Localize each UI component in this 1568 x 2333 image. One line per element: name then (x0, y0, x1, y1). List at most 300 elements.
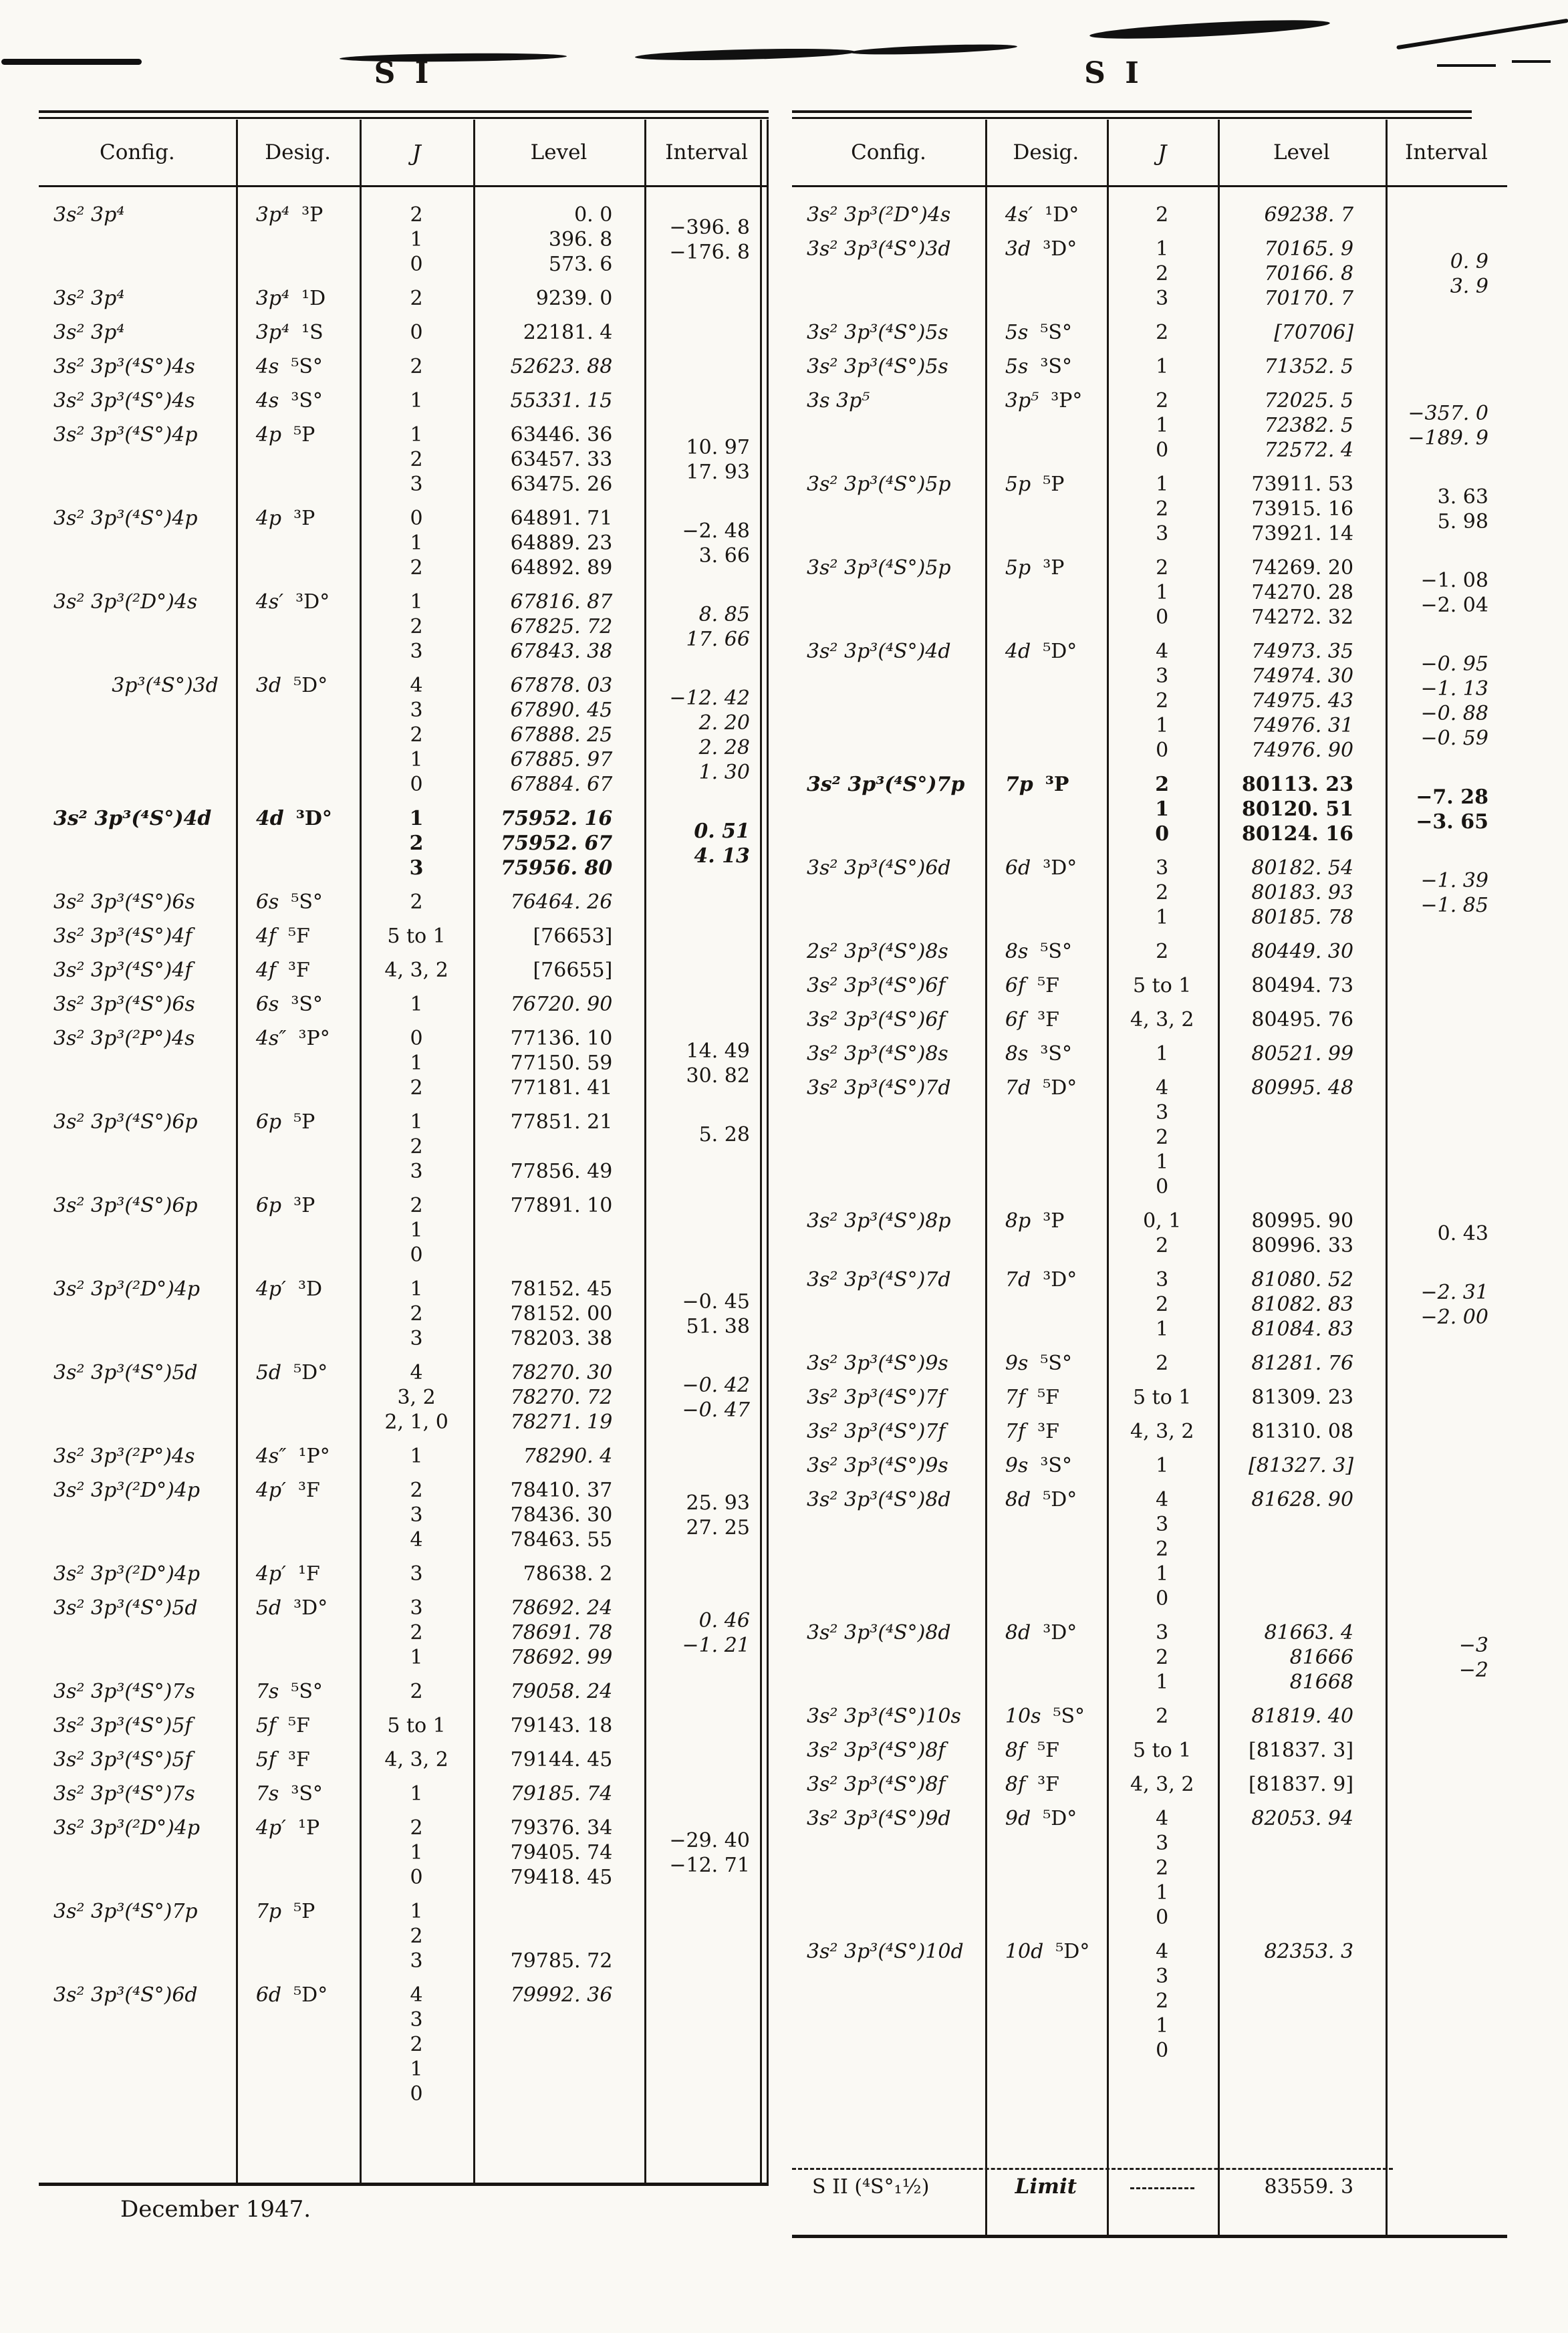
cell-line: 2, 1, 0 (384, 1410, 448, 1434)
cell-line: 3s² 3p³(⁴S°)5s (807, 355, 948, 378)
desig-line (256, 958, 360, 983)
cell-line: 4 (410, 674, 423, 697)
cell-line: 80495. 76 (1251, 1008, 1354, 1031)
desig-term: ⁵F (1037, 1739, 1059, 1762)
cell-line: 4 (1156, 1076, 1169, 1100)
level-cell (1218, 354, 1386, 379)
cell-line: 76720. 90 (510, 993, 613, 1016)
cell-line: 52623. 88 (510, 355, 613, 378)
table-row (39, 1709, 769, 1743)
top-rule (39, 117, 769, 119)
cell-line: 3s² 3p³(⁴S°)7p (53, 1900, 198, 1923)
cell-line: 67890. 45 (510, 699, 613, 722)
j-cell (360, 1782, 473, 1806)
interval-cell (644, 422, 769, 497)
config-cell (792, 320, 985, 345)
cell-line: 2. 28 (698, 736, 750, 759)
table-header (39, 120, 769, 187)
j-cell (360, 1360, 473, 1435)
desig-cell (236, 320, 360, 345)
config-cell (39, 1110, 236, 1184)
table-row (39, 987, 769, 1021)
cell-line: 1 (410, 2058, 423, 2081)
cell-line: 5 to 1 (387, 925, 446, 948)
cell-line: 0 (410, 1243, 423, 1267)
desig-line (1005, 1772, 1107, 1797)
table-row (39, 1978, 769, 2111)
cell-line: −1. 08 (1420, 569, 1488, 592)
cell-line: 67825. 72 (510, 615, 613, 638)
table-row (39, 501, 769, 585)
j-cell (360, 286, 473, 311)
cell-line: 2 (1156, 1989, 1169, 2013)
desig-cell (236, 1679, 360, 1704)
scan-artifact (1512, 60, 1551, 63)
table-row (792, 551, 1507, 634)
cell-line: 1 (1156, 1881, 1169, 1905)
desig-name: 5f (255, 1714, 277, 1737)
j-cell (360, 354, 473, 379)
level-cell (1218, 1704, 1386, 1729)
table-row (792, 1802, 1507, 1935)
level-cell (1218, 1041, 1386, 1066)
config-cell (39, 1360, 236, 1435)
desig-term: ³S° (1040, 355, 1072, 378)
j-cell (1107, 1939, 1218, 2063)
cell-line: 2 (1156, 940, 1169, 963)
cell-line (473, 1924, 613, 1949)
desig-term: ³P° (1051, 389, 1083, 412)
cell-line: 2 (410, 890, 423, 914)
cell-line: 0 (1156, 1175, 1169, 1199)
interval-cell (644, 1713, 769, 1738)
table-row (39, 1105, 769, 1189)
cell-line: 4, 3, 2 (384, 1748, 448, 1771)
desig-term: ⁵F (288, 925, 310, 948)
interval-cell (644, 673, 769, 797)
desig-term: ³S° (291, 993, 323, 1016)
table-row (39, 198, 769, 281)
j-cell (1107, 1704, 1218, 1729)
desig-line (256, 388, 360, 413)
cell-line: 79405. 74 (510, 1841, 613, 1864)
cell-line: 80113. 23 (1242, 773, 1354, 796)
desig-term: ³D° (293, 1596, 328, 1620)
cell-line: 2 (410, 723, 423, 747)
interval-cell (1386, 639, 1507, 763)
cell-line: 2 (410, 1302, 423, 1326)
j-cell (1107, 320, 1218, 345)
j-dashed-line (1130, 2187, 1194, 2189)
level-cell (1218, 1385, 1386, 1410)
level-cell (473, 590, 645, 664)
cell-line: 78638. 2 (523, 1562, 613, 1586)
cell-line: 2 (1156, 1234, 1169, 1257)
cell-line: 2 (410, 448, 423, 471)
column-header-j: J (412, 139, 421, 166)
column-header-level: Level (530, 140, 587, 164)
level-cell (1218, 472, 1386, 546)
j-cell (360, 1983, 473, 2106)
desig-term: ³F (1037, 1420, 1059, 1443)
j-cell (1107, 1385, 1218, 1410)
interval-cell (644, 958, 769, 983)
cell-line: 1 (1156, 1562, 1169, 1586)
cell-line: 67843. 38 (510, 640, 613, 663)
desig-name: 5f (255, 1748, 277, 1771)
level-cell (1218, 1738, 1386, 1763)
cell-line: 75956. 80 (501, 856, 613, 880)
desig-line (256, 992, 360, 1017)
cell-line: 78463. 55 (510, 1528, 613, 1552)
desig-term: ⁵S° (1040, 1352, 1072, 1375)
interval-cell (644, 890, 769, 914)
interval-cell (644, 286, 769, 311)
cell-line: 3s² 3p³(⁴S°)7d (807, 1268, 951, 1292)
desig-line (1005, 1351, 1107, 1376)
cell-line: 0 (1156, 1906, 1169, 1929)
cell-line: 0. 43 (1437, 1222, 1488, 1245)
cell-line: 4 (410, 1528, 423, 1552)
level-cell (473, 924, 645, 949)
config-cell (792, 1385, 985, 1410)
cell-line: 64892. 89 (510, 556, 613, 580)
cell-line: −1. 85 (1420, 894, 1488, 917)
cell-line: 2 (410, 355, 423, 378)
cell-line: −12. 71 (669, 1854, 750, 1877)
desig-line (256, 1562, 360, 1586)
cell-line: 573. 6 (548, 253, 613, 276)
config-cell (39, 1596, 236, 1670)
config-cell (39, 992, 236, 1017)
cell-line: 5. 98 (1437, 510, 1488, 533)
desig-term: ³D° (1043, 856, 1077, 880)
interval-cell (1386, 320, 1507, 345)
cell-line: 0. 9 (1450, 250, 1488, 273)
config-cell (792, 556, 985, 630)
level-cell (1218, 1351, 1386, 1376)
desig-cell (236, 1596, 360, 1670)
desig-line (1005, 1620, 1107, 1645)
desig-line (256, 924, 360, 949)
cell-line: [70706] (1274, 321, 1354, 344)
config-cell (39, 320, 236, 345)
cell-line: −2. 00 (1420, 1306, 1488, 1329)
desig-line (256, 1110, 360, 1134)
cell-line: 78270. 30 (510, 1361, 613, 1384)
j-cell (360, 1596, 473, 1670)
desig-term: ¹P° (298, 1445, 330, 1468)
cell-line (473, 1134, 613, 1159)
cell-line: 3s² 3p³(⁴S°)6p (53, 1110, 198, 1134)
cell-line: 25. 93 (686, 1491, 750, 1515)
desig-term: ⁵D° (293, 674, 328, 697)
desig-name: 6d (255, 1983, 282, 2007)
cell-line: 63457. 33 (510, 448, 613, 471)
table-row (39, 1811, 769, 1894)
cell-line: 80995. 90 (1251, 1209, 1354, 1233)
cell-line: 3s² 3p³(²D°)4p (53, 1277, 201, 1301)
table-row (39, 1675, 769, 1709)
cell-line: [81837. 3] (1249, 1739, 1354, 1762)
cell-line: 3 (410, 1562, 423, 1586)
desig-cell (985, 1351, 1107, 1376)
interval-cell (644, 506, 769, 580)
cell-line: 0 (410, 321, 423, 344)
cell-line: 81668 (1289, 1671, 1354, 1694)
j-cell (1107, 1453, 1218, 1478)
level-cell (1218, 1076, 1386, 1199)
desig-name: 6f (1005, 1008, 1026, 1031)
cell-line: 0. 51 (694, 820, 750, 843)
j-cell (1107, 1620, 1218, 1695)
interval-cell (644, 1562, 769, 1586)
cell-line: 2 (1156, 497, 1169, 521)
desig-term: ¹D (301, 287, 326, 310)
j-cell (360, 1679, 473, 1704)
desig-term: ⁵P (293, 423, 315, 447)
level-cell (473, 1277, 645, 1351)
desig-name: 8p (1005, 1209, 1031, 1233)
cell-line: 1 (410, 590, 423, 614)
j-cell (360, 806, 473, 880)
j-cell (1107, 1419, 1218, 1444)
config-cell (792, 772, 985, 846)
cell-line: 1 (410, 1841, 423, 1864)
cell-line: 80185. 78 (1251, 906, 1354, 929)
level-cell (473, 1679, 645, 1704)
desig-cell (236, 958, 360, 983)
table-row (39, 1272, 769, 1356)
cell-line: 5 to 1 (387, 1714, 446, 1737)
desig-name: Limit (1015, 2175, 1077, 2199)
cell-line: 3s² 3p³(⁴S°)4d (807, 640, 951, 663)
table-row (792, 1346, 1507, 1380)
j-cell (360, 320, 473, 345)
column-header-desig: Desig. (265, 140, 331, 164)
desig-term: ⁵D° (1043, 1807, 1077, 1830)
cell-line: 3s² 3p³(⁴S°)10d (807, 1940, 964, 1963)
config-cell (39, 422, 236, 497)
cell-line: 74976. 31 (1251, 714, 1354, 737)
cell-line: 2 (1156, 1293, 1169, 1316)
desig-term: ³P (293, 1194, 315, 1217)
config-cell (39, 924, 236, 949)
cell-line: S II (⁴S°₁½) (812, 2175, 930, 2199)
cell-line: 2 (410, 1479, 423, 1502)
cell-line: 3s² 3p³(⁴S°)5f (53, 1714, 192, 1737)
cell-line: 1 (1156, 1042, 1169, 1066)
config-cell (39, 354, 236, 379)
cell-line: 81080. 52 (1251, 1268, 1354, 1292)
cell-line: 3s² 3p³(⁴S°)6f (807, 1008, 946, 1031)
table-row (792, 969, 1507, 1003)
cell-line: 79058. 24 (510, 1680, 613, 1703)
desig-name: 4s″ (255, 1027, 287, 1050)
level-cell (473, 506, 645, 580)
cell-line: 2 (410, 556, 423, 580)
cell-line: 3s² 3p³(⁴S°)6s (53, 993, 195, 1016)
desig-term: ⁵S° (1040, 940, 1072, 963)
table-row (39, 1356, 769, 1439)
desig-cell (236, 388, 360, 413)
cell-line: 1 (1156, 355, 1169, 378)
j-cell (1107, 1772, 1218, 1797)
cell-line: 3 (1156, 1621, 1169, 1644)
cell-line: −2. 04 (1420, 594, 1488, 617)
cell-line: 69238. 7 (1264, 203, 1354, 227)
interval-cell (644, 1444, 769, 1469)
j-cell (1107, 1738, 1218, 1763)
cell-line: 1 (410, 1219, 423, 1242)
cell-line: 71352. 5 (1264, 355, 1354, 378)
interval-cell (644, 1360, 769, 1435)
table-row (792, 384, 1507, 467)
config-cell (792, 1419, 985, 1444)
desig-cell (985, 1620, 1107, 1695)
table-row (792, 851, 1507, 935)
cell-line: 80494. 73 (1251, 974, 1354, 997)
interval-cell (1386, 354, 1507, 379)
cell-line: 396. 8 (548, 228, 613, 251)
cell-line: 3s² 3p³(⁴S°)6d (807, 856, 951, 880)
cell-line: 82353. 3 (1264, 1940, 1354, 1963)
cell-line: 3 (1156, 522, 1169, 545)
cell-line: 70165. 9 (1264, 237, 1354, 261)
interval-cell (1386, 203, 1507, 227)
config-cell (792, 1806, 985, 1930)
config-cell (792, 1041, 985, 1066)
cell-line: −1. 39 (1420, 869, 1488, 892)
j-cell (360, 506, 473, 580)
cell-line: 3 (410, 699, 423, 722)
cell-line: 3s² 3p³(²D°)4p (53, 1816, 201, 1840)
interval-cell (1386, 1620, 1507, 1695)
desig-cell (236, 590, 360, 664)
j-cell (1107, 1007, 1218, 1032)
interval-cell (1386, 388, 1507, 463)
desig-term: ¹D° (1045, 203, 1079, 227)
cell-line: 1 (410, 423, 423, 447)
column-header-config: Config. (100, 140, 175, 164)
interval-cell (644, 806, 769, 880)
cell-line: 2 (1156, 1352, 1169, 1375)
cell-line: 2s² 3p³(⁴S°)8s (807, 940, 948, 963)
desig-term: ³D° (1043, 237, 1077, 261)
interval-cell (1386, 1419, 1507, 1444)
desig-name: 4s (255, 389, 279, 412)
j-cell (1107, 856, 1218, 930)
table-row (39, 953, 769, 987)
desig-term: ³P (301, 203, 323, 227)
level-cell (1218, 556, 1386, 630)
cell-line: 4 (1156, 1807, 1169, 1830)
top-rule (39, 110, 769, 113)
level-cell (473, 1360, 645, 1435)
table-row (792, 1733, 1507, 1767)
cell-line: 3s² 3p³(⁴S°)9d (807, 1807, 951, 1830)
interval-cell (644, 1983, 769, 2106)
cell-line: 78692. 99 (510, 1646, 613, 1669)
config-cell (792, 1351, 985, 1376)
cell-line: 1 (1156, 1671, 1169, 1694)
desig-name: 4p (255, 423, 282, 447)
level-cell (1218, 939, 1386, 964)
cell-line: 2 (1156, 1646, 1169, 1669)
table-row (39, 1473, 769, 1557)
j-cell (1107, 1041, 1218, 1066)
j-cell (360, 1444, 473, 1469)
desig-cell (985, 1209, 1107, 1258)
cell-line: [76653] (533, 925, 613, 948)
desig-name: 3p⁵ (1005, 389, 1039, 412)
cell-line: 1 (1156, 714, 1169, 737)
cell-line: 3p³(⁴S°)3d (112, 674, 219, 697)
desig-line (256, 1816, 360, 1840)
cell-line: 64891. 71 (510, 507, 613, 530)
cell-line: −0. 42 (682, 1374, 750, 1397)
column-header-interval: Interval (1405, 140, 1488, 164)
desig-term: ⁵F (288, 1714, 310, 1737)
level-cell (473, 992, 645, 1017)
table-row (39, 1743, 769, 1777)
page-title: S I (1084, 56, 1144, 90)
desig-name: 6s (255, 993, 279, 1016)
table-row (39, 316, 769, 350)
cell-line: 2 (1156, 881, 1169, 904)
cell-line: 2 (410, 1135, 423, 1158)
config-cell (792, 1487, 985, 1611)
config-cell (792, 1772, 985, 1797)
desig-term: ³D° (295, 807, 332, 830)
config-cell (792, 237, 985, 311)
cell-line: 5 to 1 (1133, 974, 1192, 997)
desig-name: 10d (1005, 1940, 1044, 1963)
cell-line: 3s² 3p³(⁴S°)7f (807, 1386, 946, 1409)
desig-cell (236, 992, 360, 1017)
desig-term: ⁵D° (1043, 1076, 1077, 1100)
cell-line: 3 (1156, 1101, 1169, 1124)
desig-line (1005, 1041, 1107, 1066)
j-cell (1107, 1487, 1218, 1611)
desig-name: 3d (1005, 237, 1031, 261)
cell-line: 3. 9 (1450, 275, 1488, 298)
config-cell (39, 890, 236, 914)
table-row (39, 1021, 769, 1105)
cell-line: 72572. 4 (1264, 439, 1354, 462)
config-cell (792, 1007, 985, 1032)
desig-line (256, 890, 360, 914)
desig-term: ³F (1037, 1008, 1059, 1031)
desig-term: ⁵P (293, 1110, 315, 1134)
level-cell (1218, 1806, 1386, 1930)
desig-name: 4p′ (255, 1816, 286, 1840)
level-cell (473, 203, 645, 277)
cell-line: 74974. 30 (1251, 664, 1354, 688)
level-cell (473, 958, 645, 983)
j-cell (1107, 1351, 1218, 1376)
cell-line: 81628. 90 (1251, 1488, 1354, 1511)
config-cell (39, 1816, 236, 1890)
desig-cell (236, 673, 360, 797)
desig-name: 3p⁴ (255, 321, 290, 344)
cell-line: 4, 3, 2 (1130, 1420, 1194, 1443)
cell-line: 79785. 72 (510, 1949, 613, 1973)
cell-line: [81837. 9] (1249, 1773, 1354, 1796)
desig-cell (236, 422, 360, 497)
cell-line: 3 (409, 856, 424, 880)
cell-line: 1 (1156, 906, 1169, 929)
